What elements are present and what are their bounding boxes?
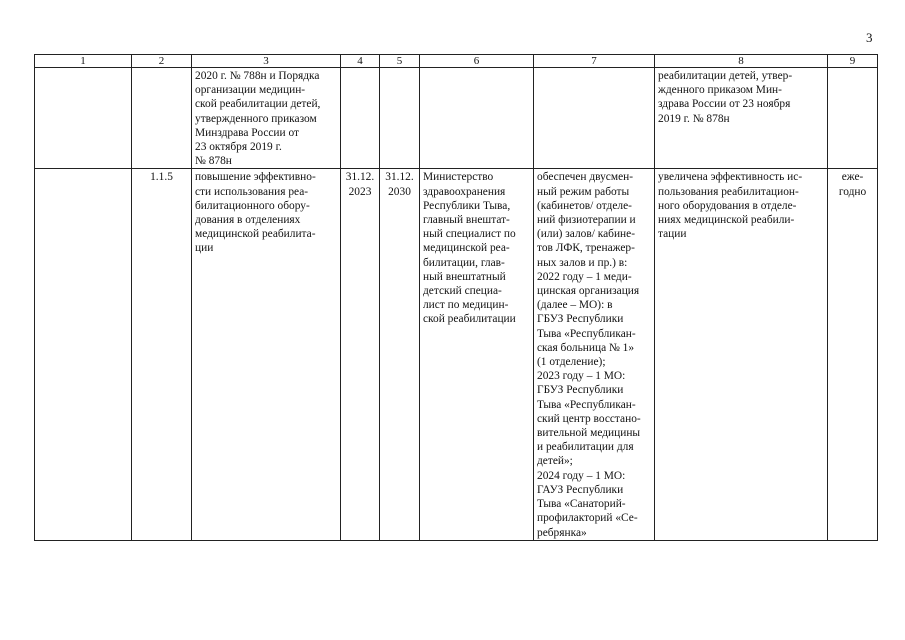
cell-text-line: ский центр восстано- [537,412,641,425]
header-cell-8: 8 [655,55,828,68]
cell-text-line: 2023 [348,185,372,198]
cell-text-line: 31.12. [385,171,414,184]
cell-text-line: цинская организация [537,285,640,298]
row1-cell-2 [132,68,192,169]
row1-cell-6 [420,68,534,169]
cell-text-line: Тыва «Республикан- [537,327,636,340]
row1-cell-1 [35,68,132,169]
row2-frequency [828,169,878,540]
cell-text-line: (кабинетов/ отделе- [537,199,632,212]
cell-text-line: Республики Тыва, [423,199,511,212]
cell-text-line: и реабилитации для [537,441,634,454]
cell-text-line: жденного приказом Мин- [658,84,782,97]
row2-start-date [341,169,380,540]
cell-text-line: № 878н [195,155,232,168]
header-cell-4: 4 [341,55,380,68]
cell-text-line: ГБУЗ Республики [537,313,624,326]
header-cell-5: 5 [380,55,420,68]
cell-text-line: утвержденного приказом [195,112,317,125]
cell-text-line: сти использования реа- [195,185,309,198]
cell-text-line: медицинской реабилита- [195,228,316,241]
cell-text-line: Тыва «Санаторий- [537,498,626,511]
row1-cell-9 [828,68,878,169]
cell-text-line: ний физиотерапии и [537,214,636,227]
cell-text-line: 23 октября 2019 г. [195,141,282,154]
row2-effect [655,169,828,540]
table-row [35,68,878,169]
row2-responsible [420,169,534,540]
header-row [35,55,878,68]
cell-text-line: ской реабилитации детей, [195,98,321,111]
cell-text-line: главный внештат- [423,214,510,227]
cell-text-line: ГАУЗ Республики [537,483,624,496]
header-cell-6: 6 [420,55,534,68]
cell-text-line: увеличена эффективность ис- [658,171,803,184]
row1-cell-3 [192,68,341,169]
cell-text-line: организации медицин- [195,84,306,97]
row2-end-date [380,169,420,540]
cell-text-line: 2020 г. № 788н и Порядка [195,70,320,82]
cell-text-line: детский специа- [423,285,502,298]
header-cell-1: 1 [35,55,132,68]
cell-text-line: пользования реабилитацион- [658,185,799,198]
cell-text-line: (1 отделение); [537,356,606,369]
cell-text-line: тации [658,228,687,241]
cell-text-line: ская больница № 1» [537,341,635,354]
cell-text-line: 2023 году – 1 МО: [537,370,626,383]
cell-text-line: дования в отделениях [195,214,301,227]
row2-measure-name [192,169,341,540]
cell-text-line: Тыва «Республикан- [537,398,636,411]
cell-text-line: ный режим работы [537,185,630,198]
header-cell-3: 3 [192,55,341,68]
row1-cell-8 [655,68,828,169]
header-cell-7: 7 [534,55,655,68]
cell-text-line: 2030 [388,185,411,198]
cell-text-line: здравоохранения [423,185,506,198]
header-cell-9: 9 [828,55,878,68]
cell-text-line: профилакторий «Се- [537,512,638,525]
header-cell-2: 2 [132,55,192,68]
cell-text-line: здрава России от 23 ноября [658,98,791,111]
cell-text-line: 2019 г. № 878н [658,112,730,125]
cell-text-line: повышение эффективно- [195,171,316,184]
row1-cell-7 [534,68,655,169]
cell-text-line: ской реабилитации [423,313,516,326]
cell-text-line: Министерство [423,171,494,184]
table-row [35,169,878,540]
cell-text-line: билитационного обору- [195,199,310,212]
cell-text-line: ный внештатный [423,270,506,283]
cell-text-line: 2022 году – 1 меди- [537,270,632,283]
cell-text-line: вительной медицины [537,427,641,440]
cell-text-line: ного оборудования в отделе- [658,199,797,212]
row1-cell-5 [380,68,420,169]
cell-text-line: медицинской реа- [423,242,510,255]
row2-item-number: 1.1.5 [132,169,192,540]
cell-text-line: реабилитации детей, утвер- [658,70,793,82]
cell-text-line: еже- [841,171,864,184]
row2-result [534,169,655,540]
cell-text-line: 2024 году – 1 МО: [537,469,626,482]
cell-text-line: тов ЛФК, тренажер- [537,242,635,255]
cell-text-line: ный специалист по [423,228,516,241]
cell-text-line: лист по медицин- [423,299,509,312]
cell-text-line: ребрянка» [537,526,587,539]
row1-cell-4 [341,68,380,169]
cell-text-line: ГБУЗ Республики [537,384,624,397]
cell-text-line: годно [838,185,867,198]
row2-cell-1 [35,169,132,540]
plan-table [34,54,878,541]
cell-text-line: ниях медицинской реабили- [658,214,795,227]
cell-text-line: 31.12. [345,171,375,184]
cell-text-line: детей»; [537,455,573,468]
cell-text-line: (далее – МО): в [537,299,613,312]
cell-text-line: ции [195,242,214,255]
cell-text-line: обеспечен двусмен- [537,171,634,184]
cell-text-line: ных залов и пр.) в: [537,256,628,269]
cell-text-line: билитации, глав- [423,256,505,269]
cell-text-line: Минздрава России от [195,126,299,139]
cell-text-line: (или) залов/ кабине- [537,228,635,241]
page-number: 3 [866,30,873,45]
